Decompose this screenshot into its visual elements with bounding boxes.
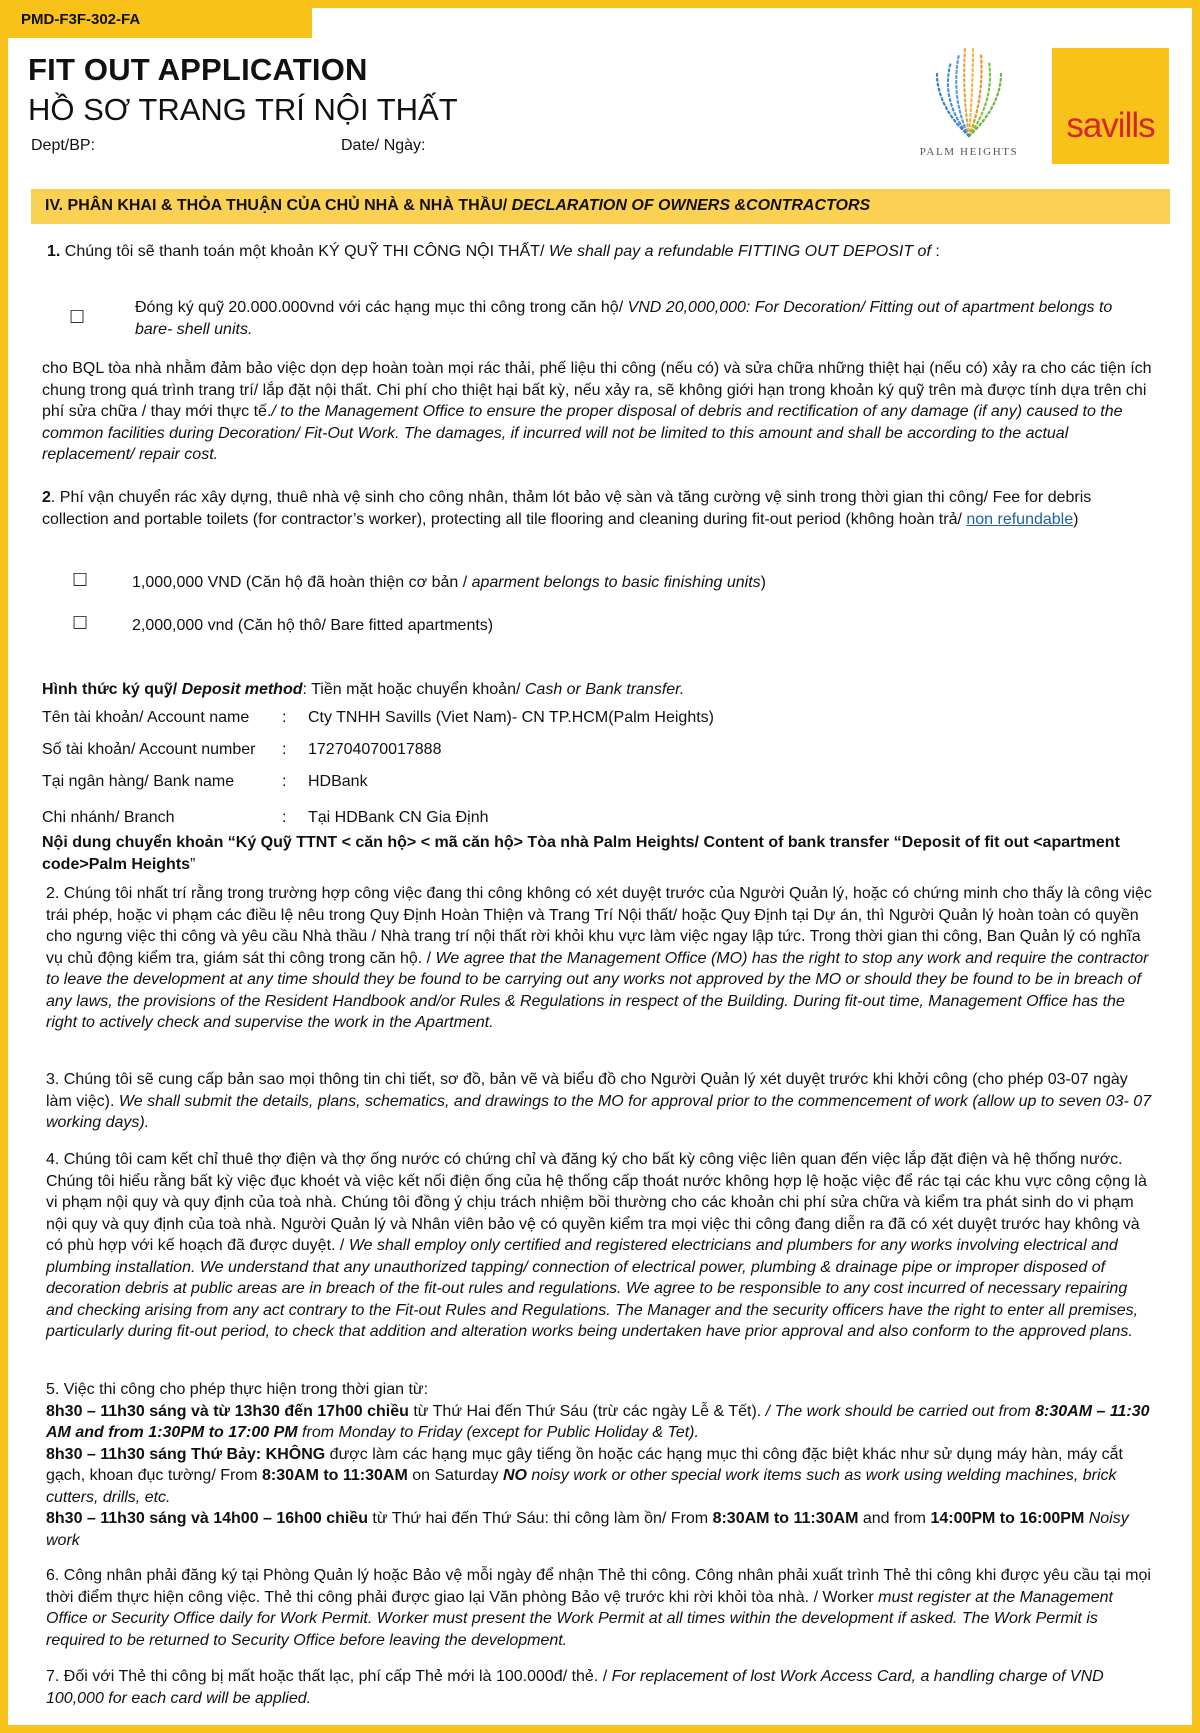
- item2-text: [42, 487, 1160, 530]
- clause-5: [46, 1379, 1158, 1551]
- item1-paragraph-vn: cho BQL tòa nhà nhằm đảm bảo việc dọn dẹp hoàn toàn mọi rác thải, phế liệu thi công (nếu có) và sửa chữa những thiệt hại (nếu có) xảy ra cho các tiện ích chung trong quá trình trang trí/ lắp đặt nội thất. Chi phí cho thiệt hại bất kỳ, nếu xảy ra, sẽ không giới hạn trong khoản ký quỹ trên mà được tính dựa trên chi phí sửa chữa / thay mới thực tế.: [42, 360, 1152, 420]
- clause-4-en: We shall employ only certified and registered electricians and plumbers for any works involving electrical and plumbing installation. We understand that any unauthorized tapping/ connection of electrical power, plumbing & drainage pipe or improper disposed of decoration debris at public areas are in breach of the fit-out rules and regulations. We agree to be responsible to any cost incurred of necessary repairing and checking arising from any act contrary to the Fit-out Rules and Regulations. The Manager and the security officers have the right to enter all premises, particularly during fit-out period, to check that addition and alteration works being undertaken have prior approval and also conform to the approved plans.: [46, 1237, 1139, 1340]
- title-en: FIT OUT APPLICATION: [28, 52, 368, 87]
- item1-en: We shall pay a refundable FITTING OUT DEPOSIT of: [548, 243, 931, 260]
- branch-colon: :: [282, 809, 287, 826]
- item1-colon: :: [930, 243, 940, 260]
- account-number-value: 172704070017888: [308, 741, 442, 758]
- transfer-content: [42, 832, 1167, 875]
- dept-label: Dept/BP:: [31, 137, 96, 154]
- clause-7-vn: 7. Đối với Thẻ thi công bị mất hoặc thất lạc, phí cấp Thẻ mới là 100.000đ/ thẻ. /: [46, 1668, 612, 1685]
- transfer-content-label: Nội dung chuyển khoản: [42, 834, 228, 851]
- fee-option1-en: aparment belongs to basic finishing units: [471, 574, 761, 591]
- fee-option2-checkbox[interactable]: ☐: [72, 613, 89, 633]
- section-title-en: DECLARATION OF OWNERS &CONTRACTORS: [511, 197, 871, 214]
- section-title: [45, 197, 870, 215]
- clause-7-en: For replacement of lost Work Access Card, a handling charge of VND 100,000 for each card will be applied.: [46, 1668, 1104, 1707]
- clause-5-intro: 5. Việc thi công cho phép thực hiện trong thời gian từ:: [46, 1381, 429, 1398]
- non-refundable-link[interactable]: non refundable: [966, 510, 1074, 528]
- title-vn: HỒ SƠ TRANG TRÍ NỘI THẤT: [28, 92, 458, 127]
- account-name-colon: :: [282, 709, 287, 726]
- fee-option1-text: [132, 572, 1132, 594]
- savills-wordmark: savills: [1066, 106, 1155, 145]
- branch-label: Chi nhánh/ Branch: [42, 809, 175, 826]
- item1-paragraph: [42, 358, 1160, 466]
- savills-logo: [1052, 48, 1169, 164]
- palm-leaf-icon: [921, 44, 1017, 144]
- clause-6-en: must register at the Management Office or Security Office daily for Work Permit. Worker must present the Work Permit at all times within the development if asked. The Work Permit is required to be returned to Security Office before leaving the development.: [46, 1588, 1113, 1649]
- clause-6-vn: 6. Công nhân phải đăng ký tại Phòng Quản lý hoặc Bảo vệ mỗi ngày để nhận Thẻ thi công. Công nhân phải xuất trình Thẻ thi công khi được yêu cầu tại mọi thời điểm thực hiện công việc. Thẻ thi công phải được giao lại Văn phòng Bảo vệ trước khi rời khỏi tòa nhà. / Worker: [46, 1567, 1151, 1606]
- form-code: PMD-F3F-302-FA: [21, 11, 141, 28]
- item2-body: . Phí vận chuyển rác xây dựng, thuê nhà vệ sinh cho công nhân, thảm lót bảo vệ sàn và tăng cường vệ sinh trong thời gian thi công/ Fee for debris collection and portable toilets (for contractor’s worker), protecting all tile flooring and cleaning during fit-out period (không hoàn trả/: [42, 489, 1092, 528]
- deposit-method: [42, 679, 1142, 701]
- deposit-method-text: : Tiền mặt hoặc chuyển khoản/: [302, 681, 525, 698]
- transfer-content-text: “Ký Quỹ TTNT < căn hộ> < mã căn hộ> Tòa nhà Palm Heights/ Content of bank transfer “Deposit of fit out <apartment code>Palm Heights: [42, 834, 1120, 873]
- fee-option1-vn: 1,000,000 VND (Căn hộ đã hoàn thiện cơ bản /: [132, 574, 472, 591]
- palm-heights-logo: [905, 44, 1033, 162]
- bank-name-value: HDBank: [308, 773, 368, 790]
- item2-close: ): [1073, 510, 1079, 528]
- fee-option1-checkbox[interactable]: ☐: [72, 570, 89, 590]
- form-code-tab: [0, 0, 312, 38]
- section-header: [31, 189, 1170, 224]
- deposit-option-checkbox[interactable]: ☐: [69, 307, 86, 327]
- account-name-label: Tên tài khoản/ Account name: [42, 709, 250, 726]
- clause-3-en: We shall submit the details, plans, schematics, and drawings to the MO for approval prior to the commencement of work (allow up to seven 03- 07 working days).: [46, 1092, 1152, 1131]
- branch-value: Tại HDBank CN Gia Định: [308, 809, 489, 826]
- item1-vn: Chúng tôi sẽ thanh toán một khoản KÝ QUỸ THI CÔNG NỘI THẤT/: [60, 243, 549, 260]
- section-title-vn: IV. PHÂN KHAI & THỎA THUẬN CỦA CHỦ NHÀ & NHÀ THẦU/: [45, 197, 512, 214]
- clause-2-en: We agree that the Management Office (MO) has the right to stop any work and require the contractor to leave the development at any time should they be found to be carrying out any works not approved by the MO or should they be found to be in breach of any laws, the provisions of the Resident Handbook and/or Rules & Regulations in respect of the Building. During fit-out time, Management Office has the right to actively check and supervise the work in the Apartment.: [46, 949, 1149, 1031]
- bank-name-colon: :: [282, 773, 287, 790]
- clause-2: [46, 883, 1158, 1034]
- date-label: Date/ Ngày:: [341, 137, 426, 154]
- palm-heights-wordmark: PALM HEIGHTS: [919, 146, 1019, 158]
- fee-option1-close: ): [760, 574, 766, 591]
- account-number-colon: :: [282, 741, 287, 758]
- deposit-option-vn: Đóng ký quỹ 20.000.000vnd với các hạng mục thi công trong căn hộ/: [135, 299, 628, 316]
- clause-6: [46, 1565, 1158, 1651]
- transfer-content-close: ”: [190, 855, 196, 873]
- account-name-value: Cty TNHH Savills (Viet Nam)- CN TP.HCM(Palm Heights): [308, 709, 714, 726]
- item1-text: [47, 241, 1157, 263]
- clause-3-vn: 3. Chúng tôi sẽ cung cấp bản sao mọi thông tin chi tiết, sơ đồ, bản vẽ và biểu đồ cho Người Quản lý xét duyệt trước khi khởi công (cho phép 03-07 ngày làm việc).: [46, 1071, 1128, 1110]
- clause-4: [46, 1149, 1158, 1343]
- clause-2-vn: 2. Chúng tôi nhất trí rằng trong trường hợp công việc đang thi công không có xét duyệt trước của Người Quản lý, hoặc có chứng minh cho thấy là công việc trái phép, hoặc vi phạm các điều lệ nêu trong Quy Định Hoàn Thiện và Trang Trí Nội thất/ hoặc Quy Định tại Dự án, thì Người Quản lý hoàn toàn có quyền cho ngưng việc thi công và yêu cầu Nhà thầu / Nhà trang trí nội thất rời khỏi khu vực làm việc ngay lập tức. Trong thời gian thi công, Ban Quản lý có nghĩa vụ chủ động kiểm tra, giám sát thi công trong căn hộ. /: [46, 885, 1152, 967]
- clause-4-vn: 4. Chúng tôi cam kết chỉ thuê thợ điện và thợ ống nước có chứng chỉ và đăng ký cho bất kỳ công việc liên quan đến việc lắp đặt điện và hệ thống nước. Chúng tôi hiểu rằng bất kỳ việc đục khoét và việc kết nối điện ống của hệ thống cấp thoát nước không hợp lệ hoặc việc để rác tại các khu vực công cộng là vi phạm nội quy và quy định của toà nhà. Chúng tôi đồng ý chịu trách nhiệm bồi thường cho các khoản chi phí sửa chữa và kiểm tra phát sinh do vi phạm nội quy và quy định của toà nhà. Người Quản lý và Nhân viên bảo vệ có quyền kiểm tra mọi việc thi công đang diễn ra đã có xét duyệt trước hay không và có phù hợp với kế hoạch đã được duyệt. /: [46, 1151, 1147, 1254]
- item2-number: 2: [42, 489, 51, 506]
- deposit-method-label-vn: Hình thức ký quỹ/: [42, 681, 182, 698]
- clause-3: [46, 1069, 1158, 1134]
- deposit-option-text: [135, 297, 1145, 340]
- clause-5-noisy: 8h30 – 11h30 sáng và 14h00 – 16h00 chiều từ Thứ hai đến Thứ Sáu: thi công làm ồn/ From 8:30AM to 11:30AM and from 14:00PM to 16:00PM Noisy work: [46, 1510, 1129, 1549]
- bank-name-label: Tại ngân hàng/ Bank name: [42, 773, 235, 790]
- deposit-option-en: VND 20,000,000: For Decoration/ Fitting out of apartment belongs to bare- shell units.: [135, 299, 1113, 338]
- deposit-method-label-en: Deposit method: [181, 681, 303, 698]
- fee-option2-text: 2,000,000 vnd (Căn hộ thô/ Bare fitted apartments): [132, 617, 494, 634]
- clause-7: [46, 1666, 1158, 1709]
- account-number-label: Số tài khoản/ Account number: [42, 741, 256, 758]
- clause-5-weekday: 8h30 – 11h30 sáng và từ 13h30 đến 17h00 chiều từ Thứ Hai đến Thứ Sáu (trừ các ngày Lễ & Tết). / The work should be carried out from 8:30AM – 11:30 AM and from 1:30PM to 17:00 PM from Monday to Friday (except for Public Holiday & Tet).: [46, 1402, 1150, 1441]
- deposit-method-text-en: Cash or Bank transfer.: [524, 681, 685, 698]
- item1-number: 1.: [47, 243, 61, 260]
- item1-paragraph-en: / to the Management Office to ensure the proper disposal of debris and rectification of any damage (if any) caused to the common facilities during Decoration/ Fit-Out Work. The damages, if incurred will not be limited to this amount and shall be according to the actual replacement/ repair cost.: [42, 403, 1123, 463]
- clause-5-saturday: 8h30 – 11h30 sáng Thứ Bảy: KHÔNG được làm các hạng mục gây tiếng ồn hoặc các hạng mục thi công đặc biệt khác như sử dụng máy hàn, máy cắt gạch, khoan đục tường/ From 8:30AM to 11:30AM on Saturday NO noisy work or other special work items such as work using welding machines, brick cutters, drills, etc.: [46, 1445, 1123, 1506]
